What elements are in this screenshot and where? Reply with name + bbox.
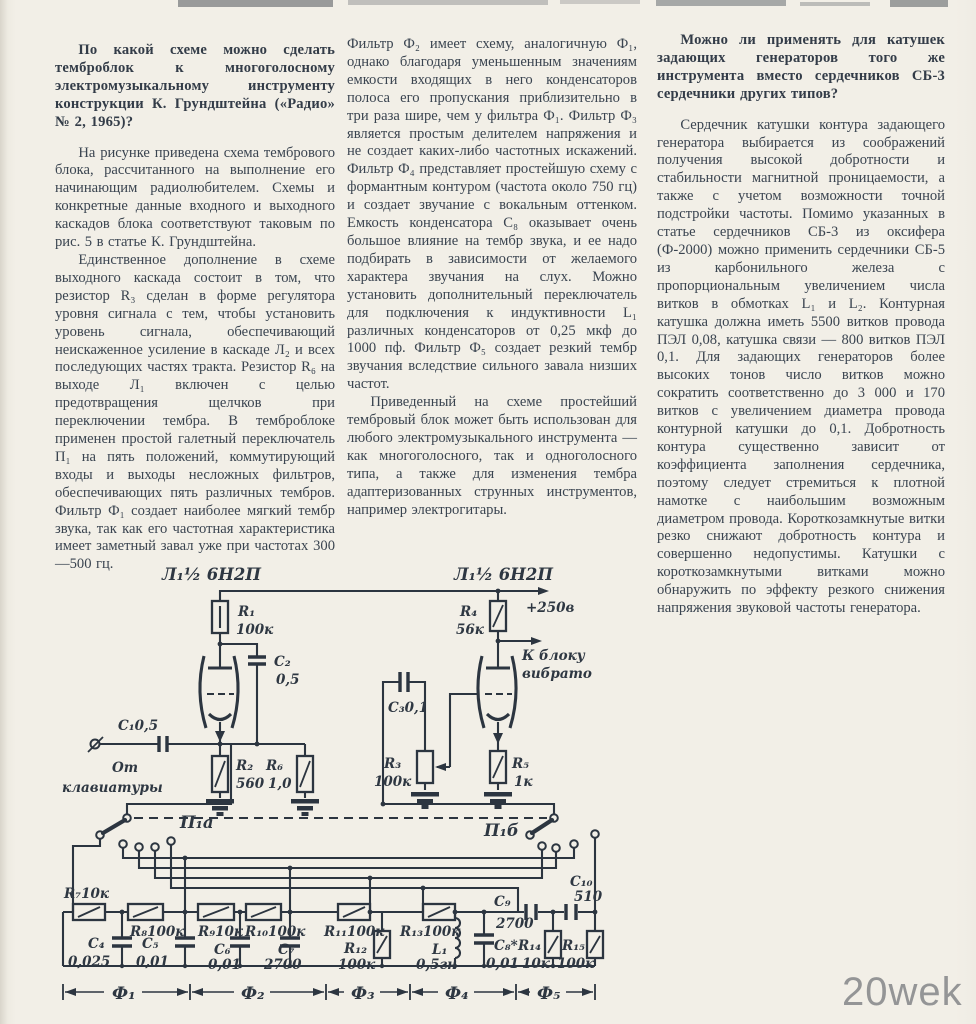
paragraph: Фильтр Ф₂ имеет схему, аналогичную Ф₁, однако благодаря уменьшенным значениям емкости входящих в него конденсаторов полоса его пропускания приблизительно в три раза шире, чем у фильтра Ф₁. Фильтр Ф₃ является простым делителем напряжения и не создает каких-либо частотных искажений. Фильтр Ф₄ представляет простейшую схему с формантным контуром (частота около 750 гц) и создает звучание с вокальным оттенком. Емкость конденсатора C₈ оказывает очень большое влияние на тембр звука, и ее надо подбирать в зависимости от желаемого характера звучания на слух. Можно установить дополнительный переключатель для подключения к индуктивности L₁ различных конденсаторов от 0,25 мкф до 1000 пф. Фильтр Ф₅ создает резкий тембр звучания вследствие сильного завала низших частот.: [347, 36, 637, 393]
schematic-label-c9-val: 2700: [496, 916, 534, 932]
schematic-label-filter-2: Ф₂: [241, 984, 265, 1004]
schematic-label-r1-val: 100к: [236, 622, 274, 638]
schematic-label-filter-1: Ф₁: [112, 984, 136, 1004]
schematic-label-c2-ref: C₂: [274, 654, 291, 670]
question-heading: Можно ли применять для катушек задающих генераторов того же инструмента вместо сердечников СБ-3 сердечники других типов?: [657, 32, 945, 102]
schematic-label-r4-ref: R₄: [460, 604, 478, 620]
schematic-label-c5-ref: C₅: [142, 936, 159, 952]
switch-P1a: [96, 814, 175, 851]
capacitor-C10: [566, 904, 576, 920]
paragraph: На рисунке приведена схема тембрового блока, рассчитанного на выполнение его начинающим радиолюбителем. Схемы и конкретные данные входного и выходного каскадов блока соответствуют таковым по рис. 5 в статье К. Грундштейна.: [55, 144, 335, 251]
scan-artifact: [348, 0, 548, 5]
scan-artifact: [560, 0, 640, 4]
switch-P1b: [526, 814, 599, 852]
schematic-label-r2-ref: R₂: [236, 758, 254, 774]
text-column-2: [347, 36, 637, 519]
scan-artifact: [656, 0, 786, 6]
schematic-label-vibrato-2: вибрато: [522, 666, 592, 682]
schematic-label-c7-ref: C₇: [278, 942, 295, 958]
schematic-label-c8-val: 0,01: [486, 956, 519, 972]
capacitor-C3: [400, 672, 408, 692]
paragraph: Приведенный на схеме простейший тембровый блок может быть использован для любого электромузыкального инструмента — как многоголосного, так и одноголосного типа, а также для изменения тембра адаптеризованных струнных инструментов, например электрогитары.: [347, 394, 637, 518]
capacitor-C2: [248, 657, 266, 664]
schematic-label-c7-val: 2700: [264, 957, 302, 973]
schematic-label-c10-val: 510: [574, 889, 603, 905]
schematic-label-r15-val: 100к: [557, 956, 595, 972]
schematic-label-r15-ref: R₁₅: [562, 938, 586, 954]
schematic-label-c5-val: 0,01: [136, 954, 169, 970]
schematic-label-vibrato-1: К блоку: [522, 648, 585, 664]
scan-artifact: [890, 0, 948, 7]
schematic-label-r5-val: 1к: [514, 774, 533, 790]
schematic-label-switch-a: П₁а: [180, 813, 214, 832]
text-column-3: [657, 32, 945, 618]
schematic-label-c8-ref: C₈*: [494, 938, 518, 954]
schematic-label-c4-ref: C₄: [88, 936, 105, 952]
filter-dimension-row: [63, 984, 595, 1000]
schematic-label-r8-ref: R₈100к: [130, 924, 185, 940]
schematic-label-r12-ref: R₁₂: [344, 941, 368, 957]
schematic-label-r12-val: 100к: [338, 957, 376, 973]
schematic-label-c4-val: 0,025: [68, 954, 111, 970]
schematic-label-r14-val: 10к: [522, 956, 550, 972]
capacitor-C1: [159, 736, 167, 752]
schematic-labels: [62, 565, 603, 1004]
schematic-label-r14-ref: R₁₄: [518, 938, 542, 954]
schematic-label-c2-val: 0,5: [276, 672, 300, 688]
schematic-label-switch-b: П₁б: [484, 821, 519, 840]
tone-block-schematic: [38, 556, 688, 1011]
schematic-label-r11-ref: R₁₁100к: [324, 924, 385, 940]
schematic-label-supply: +250в: [526, 600, 575, 616]
schematic-label-filter-5: Ф₅: [537, 984, 561, 1004]
schematic-label-r2-val: 560: [236, 776, 265, 792]
schematic-label-c6-ref: C₆: [214, 942, 231, 958]
schematic-label-tube1-name: Л₁½ 6Н2П: [162, 565, 261, 584]
text-column-1: [55, 42, 335, 574]
scan-artifact: [800, 2, 870, 6]
schematic-label-r10-ref: R₁₀100к: [245, 924, 306, 940]
paragraph: Единственное дополнение в схеме выходного каскада состоит в том, что резистор R₃ сделан в форме регулятора уровня сигнала с тем, чтобы установить уровень сигнала, обеспечивающий неискаженное усиление в каскаде Л₂ и всех последующих частях тракта. Резистор R₆ на выходе Л₁ включен с целью предотвращения щелчков при переключении тембра. В темброблоке применен простой галетный переключатель П₁ на пять положений, коммутирующий входы и выходы несложных фильтров, обеспечивающих пять различных тембров. Фильтр Ф₁ создает наиболее мягкий тембр звука, так как его частотная характеристика имеет заметный завал уже при частотах 300—500 гц.: [55, 251, 335, 573]
schematic-label-r6-val: 1,0: [268, 776, 292, 792]
schematic-label-c6-val: 0,01: [208, 957, 241, 973]
schematic-label-r9-ref: R₉10к: [198, 924, 244, 940]
scan-artifact: [178, 0, 333, 7]
schematic-label-c10-ref: C₁₀: [570, 874, 593, 890]
schematic-label-input-2: клавиатуры: [62, 780, 163, 796]
schematic-label-r5-ref: R₅: [512, 756, 530, 772]
schematic-label-r6-ref: R₆: [266, 758, 284, 774]
schematic-label-r3-ref: R₃: [384, 756, 402, 772]
schematic-label-c9-ref: C₉: [494, 894, 511, 910]
question-heading: По какой схеме можно сделать темброблок к многоголосному электромузыкальному инструменту конструкции К. Грундштейна («Радио» № 2, 1965)?: [55, 42, 335, 130]
schematic-label-input-1: От: [112, 760, 139, 776]
schematic-label-c1-ref: C₁0,5: [118, 718, 159, 734]
schematic-label-r3-val: 100к: [374, 774, 412, 790]
watermark: 20wek: [842, 970, 963, 1014]
schematic-label-l1-ref: L₁: [432, 942, 448, 958]
schematic-label-tube2-name: Л₁½ 6Н2П: [454, 565, 553, 584]
schematic-label-c3-ref: C₃0,1: [388, 700, 429, 716]
schematic-label-r4-val: 56к: [456, 622, 484, 638]
paragraph: Сердечник катушки контура задающего генератора выбирается из соображений получения высокой добротности и стабильности магнитной проницаемости, а также с учетом возможности точной подстройки частоты. Помимо указанных в статье сердечников СБ-3 из оксифера (Ф-2000) можно применить сердечники СБ-5 из карбонильного железа с пропорциональным увеличением числа витков в обмотках L₁ и L₂. Контурная катушка должна иметь 5500 витков провода ПЭЛ 0,08, катушка связи — 800 витков ПЭЛ 0,1. Для задающих генераторов более высоких тонов число витков можно сократить соответственно до 3 000 и 170 витков с увеличением диаметра провода контурной катушки до 0,1. Добротность контура существенно зависит от коэффициента заполнения сердечника, поэтому следует стремиться к плотной намотке с наибольшим возможным диаметром провода. Короткозамкнутые витки резко снижают добротность контура и совершенно недопустимы. Катушки с короткозамкнутыми витками можно обнаружить по эффекту резкого снижения напряжения звуковой частоты генератора.: [657, 116, 945, 617]
schematic-label-filter-3: Ф₃: [351, 984, 375, 1004]
schematic-label-l1-val: 0,5гн: [416, 957, 457, 973]
schematic-label-r13-ref: R₁₃100к: [400, 924, 461, 940]
schematic-label-filter-4: Ф₄: [445, 984, 469, 1004]
capacitor-C4: [112, 938, 132, 946]
schematic-label-r7-ref: R₇10к: [64, 886, 110, 902]
capacitor-C8: [474, 935, 494, 943]
potentiometer-R3: [417, 751, 433, 783]
schematic-label-r1-ref: R₁: [238, 604, 256, 620]
